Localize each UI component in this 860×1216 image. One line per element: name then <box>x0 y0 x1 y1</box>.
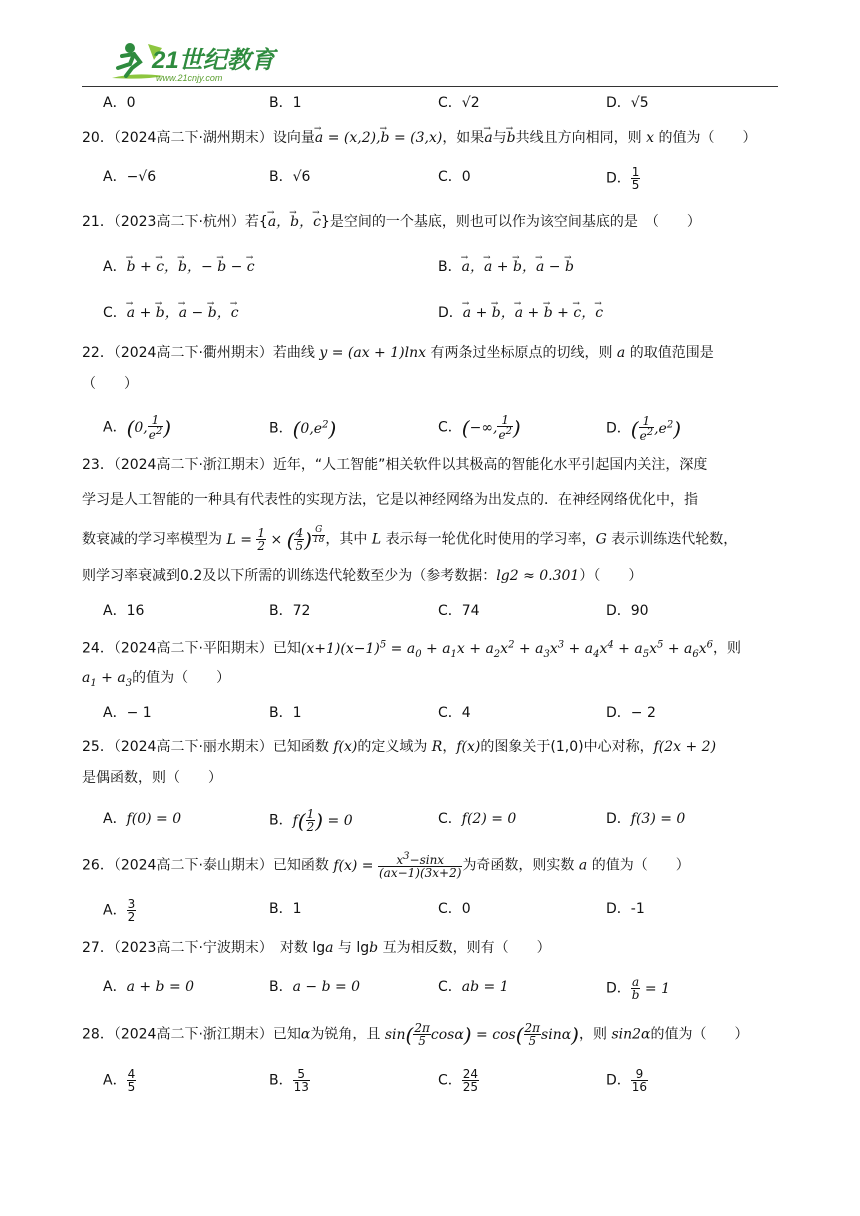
q20-option-c: C．0 <box>438 169 471 185</box>
q20-option-a: A．−√6 <box>103 169 157 185</box>
q24-options <box>82 702 778 724</box>
q19-options <box>82 92 778 114</box>
q26-option-c: C．0 <box>438 901 471 917</box>
q19-option-d: D．√5 <box>606 95 649 111</box>
q23-option-c: C．74 <box>438 603 480 619</box>
question-23-line4: 则学习率衰减到0.2及以下所需的训练迭代轮数至少为（参考数据：lg2 ≈ 0.301）（ ） <box>82 568 643 584</box>
q27-option-d: D． $\frac{a}{b}$ = 1 <box>606 975 671 1002</box>
runner-logo-icon <box>104 38 284 86</box>
q28-option-b: B． $\frac{5}{13}$ <box>269 1067 309 1094</box>
q27-option-b: B．a − b = 0 <box>269 979 361 995</box>
q27-option-c: C．ab = 1 <box>438 979 509 995</box>
question-27-stem: 27．（2023高二下·宁波期末） 对数 lga 与 lgb 互为相反数，则有（ ） <box>82 940 551 956</box>
question-25-stem: 25．（2024高二下·丽水期末）已知函数 f(x)的定义域为 R，f(x)的图象关于(1,0)中心对称，f(2x + 2) <box>82 739 717 755</box>
q28-option-c: C． $\frac{24}{25}$ <box>438 1067 479 1094</box>
q28-options <box>82 1067 778 1094</box>
q19-option-a: A．0 <box>103 95 136 111</box>
question-28-stem: 28．（2024高二下·浙江期末）已知α为锐角，且 sin( $\frac{2\pi}{5}$ cosα) = cos( $\frac{2\pi}{5}$ sinα)，则 sin2α的值为（ ） <box>82 1021 749 1048</box>
q23-option-a: A．16 <box>103 603 145 619</box>
q21-option-b: B．a →，a → + b →，a → − b → <box>438 256 574 278</box>
q21-option-c: C．a → + b →，a → − b →，c → <box>103 302 239 324</box>
q23-options <box>82 600 778 622</box>
question-21-stem: 21．（2023高二下·杭州）若{a →，b →，c →}是空间的一个基底，则也可以作为该空间基底的是 （ ） <box>82 212 778 232</box>
question-22-stem: 22．（2024高二下·衢州期末）若曲线 y = (ax + 1)lnx 有两条过坐标原点的切线，则 a 的取值范围是 <box>82 345 714 361</box>
question-25-line2: 是偶函数，则（ ） <box>82 770 222 786</box>
q28-option-a: A． $\frac{4}{5}$ <box>103 1067 136 1094</box>
q21-option-a: A．b → + c →，b →，− b → − c → <box>103 256 255 278</box>
q24-option-a: A．− 1 <box>103 705 152 721</box>
page-header <box>0 0 860 90</box>
q24-option-d: D．− 2 <box>606 705 656 721</box>
site-logo <box>104 38 304 88</box>
q21-option-d: D．a → + b →，a → + b → + c →，c → <box>438 302 603 324</box>
q26-option-d: D．-1 <box>606 901 645 917</box>
q21-options-row2 <box>82 302 778 324</box>
q25-option-d: D．f(3) = 0 <box>606 811 686 827</box>
q20-option-d: D． $\frac{1}{5}$ <box>606 165 640 192</box>
q25-option-b: B．f( $\frac{1}{2}$ ) = 0 <box>269 807 353 834</box>
question-22-stem-line2: （ ） <box>82 376 138 392</box>
q27-option-a: A．a + b = 0 <box>103 979 195 995</box>
q25-options <box>82 807 778 834</box>
q22-options <box>82 413 778 444</box>
q24-option-b: B．1 <box>269 705 302 721</box>
q22-option-c: C．(−∞, $\frac{1}{e^2}$ ) <box>438 413 521 442</box>
q22-option-b: B．$(0,e^2)$ <box>269 416 337 441</box>
question-23-line1: 23．（2024高二下·浙江期末）近年，“人工智能”相关软件以其极高的智能化水平引起国内关注，深度 <box>82 457 708 473</box>
q20-option-b: B．√6 <box>269 169 311 185</box>
q23-option-d: D．90 <box>606 603 649 619</box>
q20-options <box>82 165 778 192</box>
q26-option-a: A． $\frac{3}{2}$ <box>103 897 136 924</box>
header-rule <box>82 86 778 87</box>
svg-text:www.21cnjy.com: www.21cnjy.com <box>156 73 223 83</box>
q27-options <box>82 975 778 1002</box>
q25-option-c: C．f(2) = 0 <box>438 811 517 827</box>
q28-option-d: D． $\frac{9}{16}$ <box>606 1067 648 1094</box>
q19-option-b: B．1 <box>269 95 302 111</box>
q24-option-c: C．4 <box>438 705 471 721</box>
question-23-line2: 学习是人工智能的一种具有代表性的实现方法，它是以神经网络为出发点的．在神经网络优化中，指 <box>82 492 698 508</box>
q21-options-row1 <box>82 256 778 278</box>
q23-option-b: B．72 <box>269 603 311 619</box>
q26-option-b: B．1 <box>269 901 302 917</box>
question-26-stem: 26．（2024高二下·泰山期末）已知函数 f(x) = $\frac{x^3-\sin x}{(ax-1)(3x+2)}$ 为奇函数，则实数 a 的值为（ ） <box>82 851 690 880</box>
question-23-line3: 数衰减的学习率模型为 L = $\frac{1}{2}$ × ( $\frac{4}{5}$ ) $^{\frac{G}{18}}$ ，其中 L 表示每一轮优化时使用的学习率，G 表示训练迭代轮数， <box>82 525 738 554</box>
q25-option-a: A．f(0) = 0 <box>103 811 182 827</box>
q22-option-a: A．(0, $\frac{1}{e^2}$ ) <box>103 413 172 442</box>
question-24-line2: $a_1 + a_3$的值为（ ） <box>82 670 231 689</box>
q26-options <box>82 897 778 924</box>
question-20-stem: 20．（2024高二下·湖州期末）设向量a → = (x,2),b → = (3,x)，如果a →与b →共线且方向相同，则 x 的值为（ ） <box>82 128 778 148</box>
question-24-stem: 24．（2024高二下·平阳期末）已知$(x+1)(x-1)^5 = a_0 + a_1x + a_2x^2 + a_3x^3 + a_4x^4 + a_5x^5 + a_6x^6$，则 <box>82 639 742 660</box>
q19-option-c: C．√2 <box>438 95 480 111</box>
q22-option-d: D．( $\frac{1}{e^2}$ $,e^2$) <box>606 414 682 444</box>
svg-text:21世纪教育: 21世纪教育 <box>152 47 275 74</box>
